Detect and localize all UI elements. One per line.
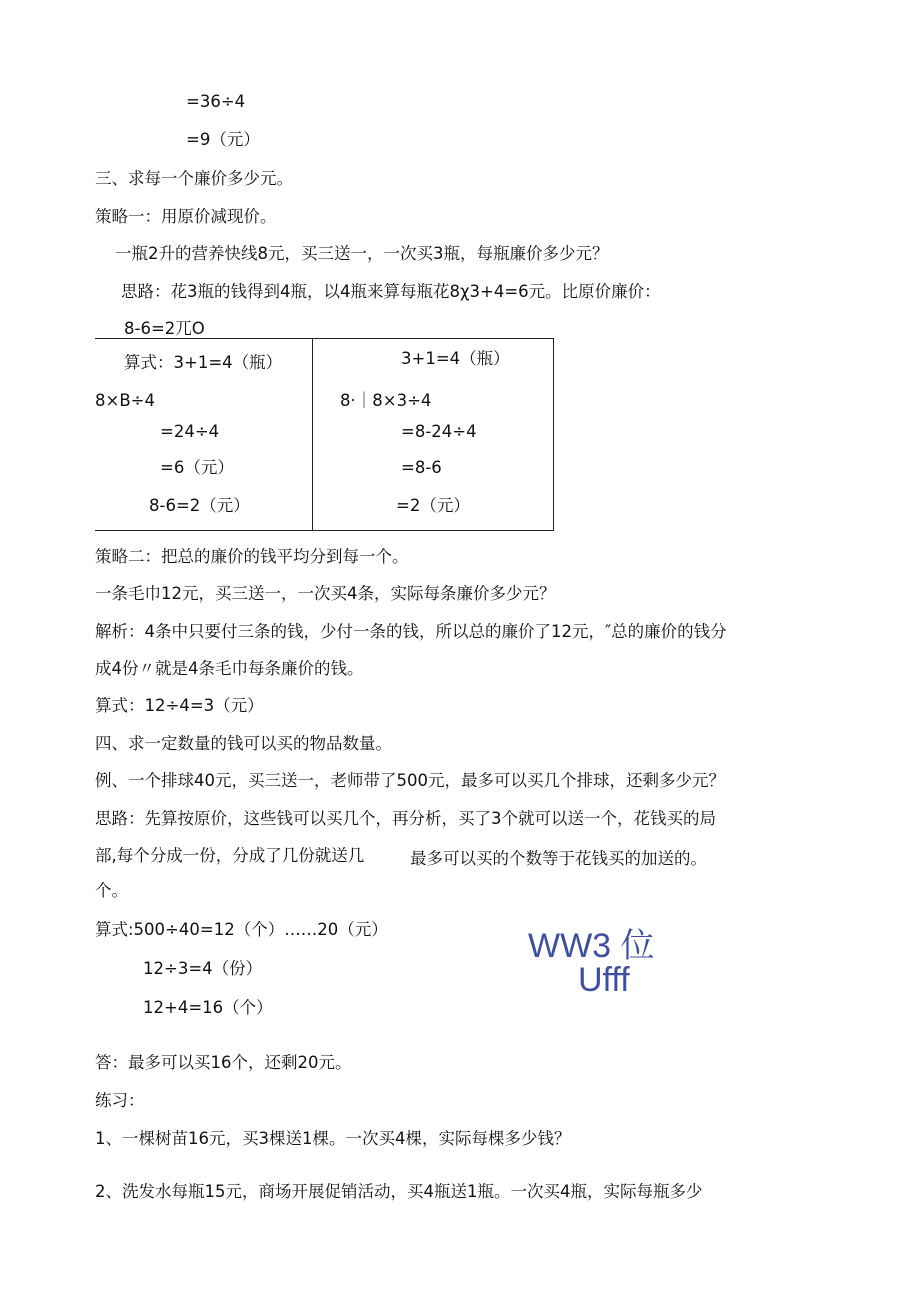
reasoning-text: 思路：花3瓶的钱得到4瓶，以4瓶来算每瓶花8χ3+4=6元。比原价廉价：	[121, 282, 661, 301]
equation-line: 8-6=2兀O	[124, 319, 205, 338]
table-cell: 3+1=4（瓶）	[401, 349, 510, 368]
equation-line: =9（元）	[186, 130, 260, 149]
table-cell: =24÷4	[160, 422, 220, 441]
table-cell: =6（元）	[160, 458, 234, 477]
strategy-heading: 策略二：把总的廉价的钱平均分到每一个。	[95, 547, 409, 566]
equation-line: 12÷3=4（份）	[143, 959, 263, 978]
table-cell: 算式：3+1=4（瓶）	[124, 353, 283, 372]
reasoning-text: 部,每个分成一份，分成了几份就送几	[95, 846, 365, 865]
table-cell: 8·｜8×3÷4	[340, 391, 432, 410]
stamp-mark	[528, 925, 688, 997]
table-cell: 8×B÷4	[95, 391, 155, 410]
practice-item: 1、一棵树苗16元，买3棵送1棵。一次买4棵，实际每棵多少钱？	[95, 1129, 571, 1148]
example-text: 例、一个排球40元，买三送一，老师带了500元，最多可以买几个排球，还剩多少元？	[95, 771, 725, 790]
table-cell: =8-24÷4	[401, 422, 477, 441]
reasoning-text: 最多可以买的个数等于花钱买的加送的。	[410, 849, 707, 868]
table-cell: =2（元）	[396, 496, 470, 515]
table-cell: 8-6=2（元）	[149, 496, 250, 515]
practice-item: 2、洗发水每瓶15元，商场开展促销活动，买4瓶送1瓶。一次买4瓶，实际每瓶多少	[95, 1182, 703, 1201]
table-divider	[312, 338, 313, 531]
table-cell: =8-6	[401, 458, 442, 477]
strategy-heading: 策略一：用原价减现价。	[95, 207, 277, 226]
equation-line: =36÷4	[186, 92, 246, 111]
answer-text: 答：最多可以买16个，还剩20元。	[95, 1053, 352, 1072]
equation-line: 12+4=16（个）	[143, 998, 273, 1017]
equation-line: 算式:500÷40=12（个）……20（元）	[95, 920, 388, 939]
stamp-line-2: Ufff	[578, 961, 630, 997]
analysis-text: 成4份〃就是4条毛巾每条廉价的钱。	[95, 659, 364, 678]
section-heading: 四、求一定数量的钱可以买的物品数量。	[95, 734, 392, 753]
analysis-text: 解析：4条中只要付三条的钱，少付一条的钱，所以总的廉价了12元，″总的廉价的钱分	[95, 622, 727, 641]
problem-text: 一瓶2升的营养快线8元，买三送一，一次买3瓶，每瓶廉价多少元？	[115, 244, 609, 263]
practice-heading: 练习：	[95, 1091, 145, 1110]
equation-line: 算式：12÷4=3（元）	[95, 696, 264, 715]
reasoning-text: 思路：先算按原价，这些钱可以买几个，再分析，买了3个就可以送一个，花钱买的局	[95, 809, 716, 828]
problem-text: 一条毛巾12元，买三送一，一次买4条，实际每条廉价多少元？	[95, 584, 556, 603]
section-heading: 三、求每一个廉价多少元。	[95, 169, 293, 188]
stamp-line-1: WW3 位	[528, 927, 655, 965]
reasoning-text: 个。	[95, 881, 128, 900]
